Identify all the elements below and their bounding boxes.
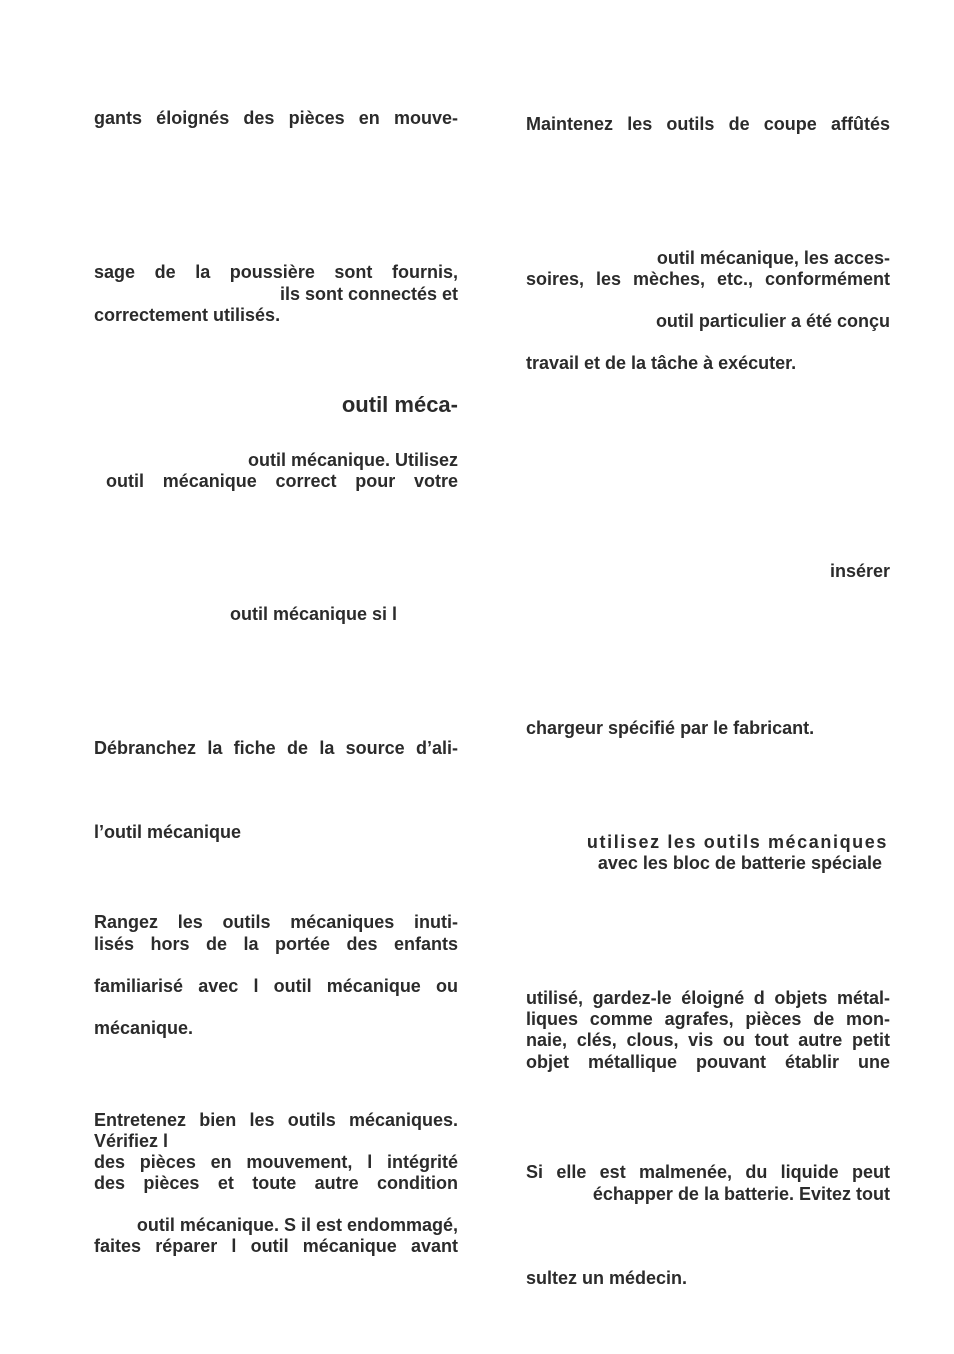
text-line: utilisé, gardez-le éloigné d objets métal- (526, 988, 890, 1008)
text-line: insérer (829, 561, 890, 581)
text-line: sage de la poussière sont fournis, (94, 262, 458, 282)
text-line: outil mécanique. Utilisez (247, 450, 458, 470)
text-line: sultez un médecin. (526, 1268, 688, 1288)
text-line: outil mécanique si l (230, 604, 398, 624)
text-line: Si elle est malmenée, du liquide peut (526, 1162, 890, 1182)
text-line: des pièces et toute autre condition (94, 1173, 458, 1193)
text-line: Rangez les outils mécaniques inuti- (94, 912, 458, 932)
text-line: outil méca- (341, 392, 458, 417)
text-line: des pièces en mouvement, l intégrité (94, 1152, 458, 1172)
text-line: Débranchez la fiche de la source d’ali- (94, 738, 458, 758)
text-line: échapper de la batterie. Evitez tout (592, 1184, 890, 1204)
text-line: soires, les mèches, etc., conformément (526, 269, 890, 289)
text-line: lisés hors de la portée des enfants (94, 934, 458, 954)
text-line: gants éloignés des pièces en mouve- (94, 108, 458, 128)
text-line: correctement utilisés. (94, 305, 281, 325)
text-line: Entretenez bien les outils mécaniques. (94, 1110, 458, 1130)
text-line: travail et de la tâche à exécuter. (526, 353, 797, 373)
text-line: outil mécanique, les acces- (656, 248, 890, 268)
text-line: Vérifiez l (94, 1131, 169, 1151)
text-line: faites réparer l outil mécanique avant (94, 1236, 458, 1256)
text-line: outil particulier a été conçu (655, 311, 890, 331)
text-line: outil mécanique. S il est endommagé, (136, 1215, 458, 1235)
text-line: objet métallique pouvant établir une (526, 1052, 890, 1072)
text-line: Maintenez les outils de coupe affûtés (526, 114, 890, 134)
text-line: outil mécanique correct pour votre (106, 471, 458, 491)
text-line: naie, clés, clous, vis ou tout autre petit (526, 1030, 890, 1050)
text-line: utilisez les outils mécaniques (586, 832, 888, 852)
text-line: avec les bloc de batterie spéciale (597, 853, 882, 873)
text-line: l’outil mécanique (94, 822, 242, 842)
text-line: liques comme agrafes, pièces de mon- (526, 1009, 890, 1029)
text-line: ils sont connectés et (279, 284, 458, 304)
text-line: chargeur spécifié par le fabricant. (526, 718, 815, 738)
text-line: familiarisé avec l outil mécanique ou (94, 976, 458, 996)
text-line: mécanique. (94, 1018, 194, 1038)
